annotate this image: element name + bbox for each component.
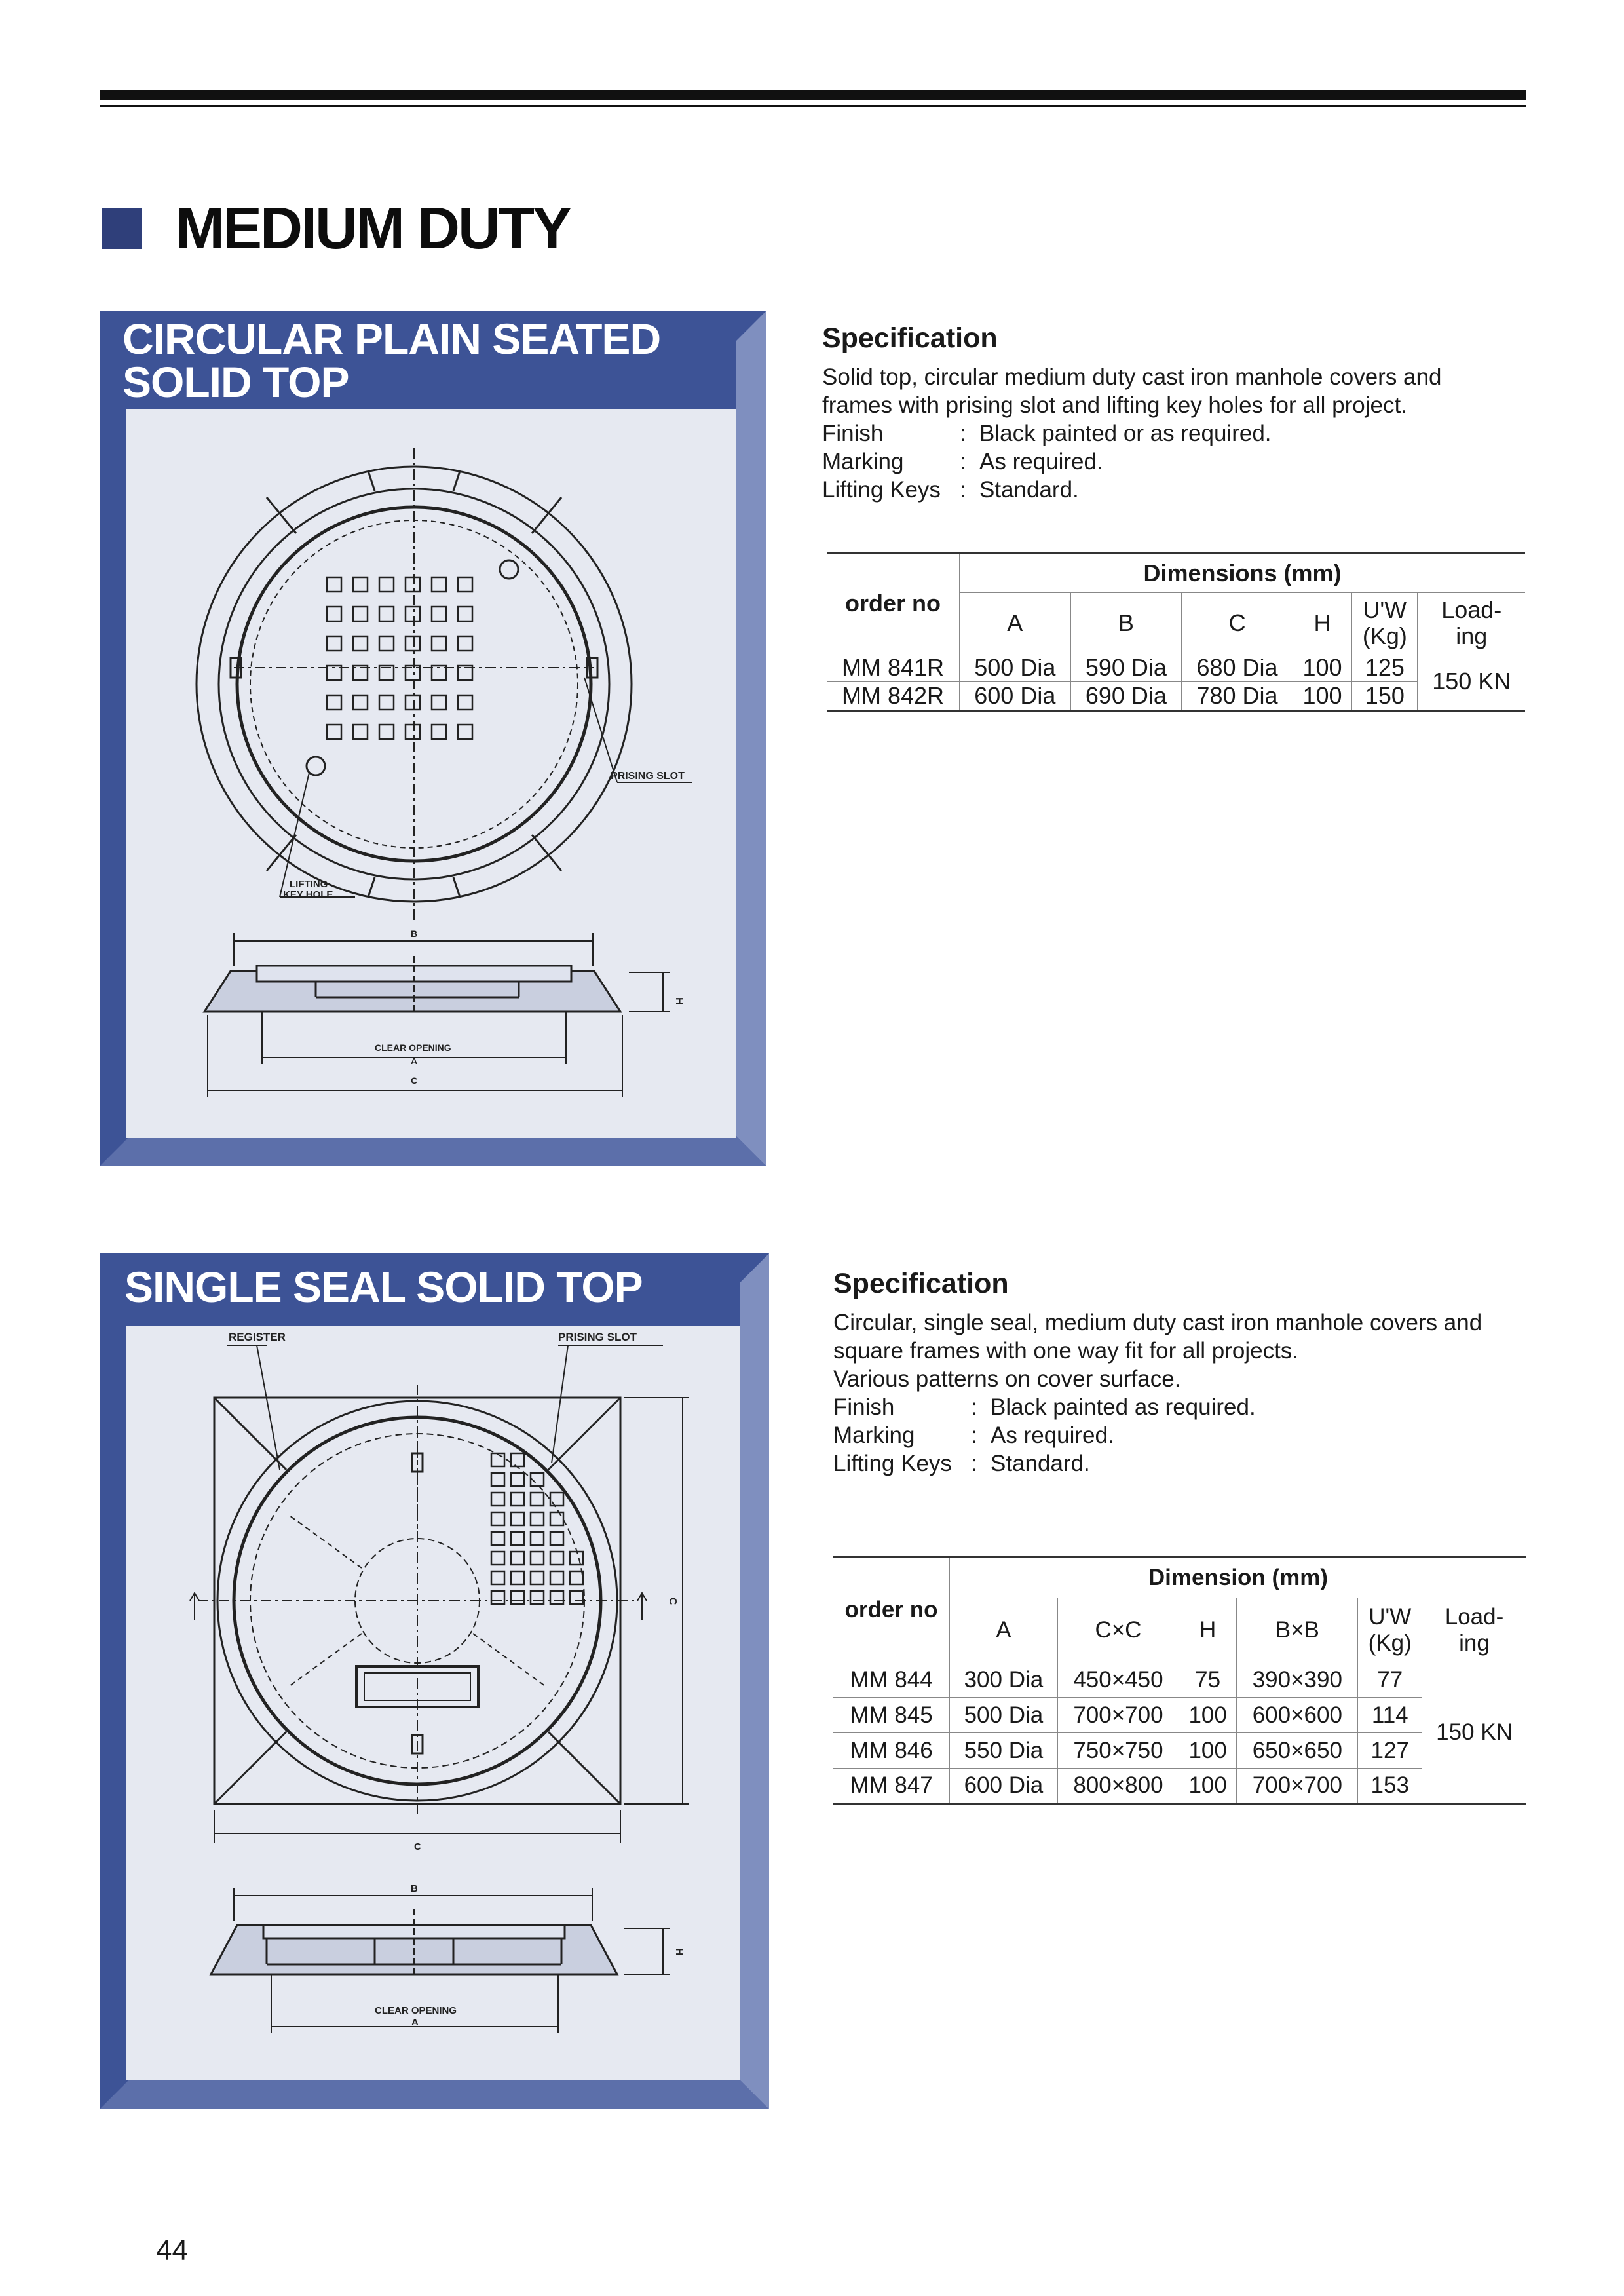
title-bullet-square <box>102 208 142 249</box>
prising-slot-label: PRISING SLOT <box>611 771 685 782</box>
prising-slot-label: PRISING SLOT <box>558 1331 637 1343</box>
col-h: H <box>1293 593 1351 653</box>
spec-finish-row: Finish : Black painted or as required. <box>822 421 1272 446</box>
page-number: 44 <box>156 2234 188 2267</box>
specification-block-1 <box>822 324 1517 504</box>
page-title: MEDIUM DUTY <box>176 196 570 261</box>
order-no-header: order no <box>833 1558 950 1662</box>
panel-single-seal-solid-top <box>100 1253 769 2109</box>
register-label: REGISTER <box>229 1331 286 1343</box>
spec-finish-row: Finish : Black painted as required. <box>833 1394 1256 1420</box>
table-row: MM 845 500 Dia 700×700 100 600×600 114 <box>833 1698 1526 1733</box>
dim-a-label: A <box>411 2017 419 2028</box>
spec-description-2: Various patterns on cover surface. <box>833 1366 1181 1392</box>
col-loading: Load- ing <box>1418 593 1525 653</box>
spec-marking-row: Marking : As required. <box>822 449 1103 474</box>
panel-title: SINGLE SEAL SOLID TOP <box>124 1263 643 1311</box>
col-uw: U'W (Kg) <box>1358 1598 1422 1662</box>
spec-description: Circular, single seal, medium duty cast iron manhole covers and square frames with one way fit for all projects. <box>833 1310 1482 1364</box>
col-a: A <box>950 1598 1058 1662</box>
dim-h-label: H <box>673 997 685 1005</box>
dimensions-table-2 <box>833 1556 1526 1805</box>
spec-heading: Specification <box>833 1268 1009 1299</box>
table-row: MM 844 300 Dia 450×450 75 390×390 77 150 KN <box>833 1662 1526 1698</box>
dim-c-bottom-label: C <box>414 1841 421 1852</box>
col-b: B <box>1070 593 1182 653</box>
table-row: MM 842R 600 Dia 690 Dia 780 Dia 100 150 <box>827 682 1525 711</box>
header-rule-thin <box>100 105 1526 107</box>
clear-opening-label: CLEAR OPENING <box>375 1043 451 1053</box>
col-a: A <box>960 593 1071 653</box>
dim-b-label: B <box>411 928 418 939</box>
table-row: MM 847 600 Dia 800×800 100 700×700 153 <box>833 1769 1526 1804</box>
dim-c-side-label: C <box>667 1598 678 1605</box>
col-loading: Load- ing <box>1422 1598 1526 1662</box>
dim-a-label: A <box>411 1056 418 1066</box>
spec-heading: Specification <box>822 322 998 354</box>
col-h: H <box>1179 1598 1237 1662</box>
specification-block-2 <box>833 1270 1528 1478</box>
spec-lifting-keys-row: Lifting Keys : Standard. <box>833 1451 1090 1476</box>
spec-description: Solid top, circular medium duty cast iron manhole covers and frames with prising slot and lifting key holes for all project. <box>822 364 1442 418</box>
lifting-key-hole-label: LIFTING KEY HOLE <box>283 879 333 900</box>
dim-b-label: B <box>411 1883 418 1894</box>
header-rule-thick <box>100 90 1526 100</box>
dimension-group-header: Dimension (mm) <box>950 1558 1527 1598</box>
col-bxb: B×B <box>1237 1598 1358 1662</box>
col-c: C <box>1182 593 1293 653</box>
panel-title: CIRCULAR PLAIN SEATED SOLID TOP <box>123 315 661 406</box>
loading-value: 150 KN <box>1418 653 1525 711</box>
spec-lifting-keys-row: Lifting Keys : Standard. <box>822 477 1079 503</box>
panel-circular-plain-seated <box>100 311 766 1166</box>
col-cxc: C×C <box>1057 1598 1179 1662</box>
dimensions-table-1 <box>827 552 1525 712</box>
panel-frame <box>100 311 766 1166</box>
clear-opening-label: CLEAR OPENING <box>375 2005 457 2016</box>
dim-h-label: H <box>673 1948 685 1956</box>
dimensions-group-header: Dimensions (mm) <box>960 554 1526 593</box>
col-uw: U'W (Kg) <box>1352 593 1418 653</box>
panel-frame <box>100 1253 769 2109</box>
table-row: MM 846 550 Dia 750×750 100 650×650 127 <box>833 1733 1526 1769</box>
order-no-header: order no <box>827 554 960 653</box>
spec-marking-row: Marking : As required. <box>833 1423 1114 1448</box>
loading-value: 150 KN <box>1422 1662 1526 1804</box>
dim-c-label: C <box>411 1075 418 1086</box>
table-row: MM 841R 500 Dia 590 Dia 680 Dia 100 125 150 KN <box>827 653 1525 682</box>
